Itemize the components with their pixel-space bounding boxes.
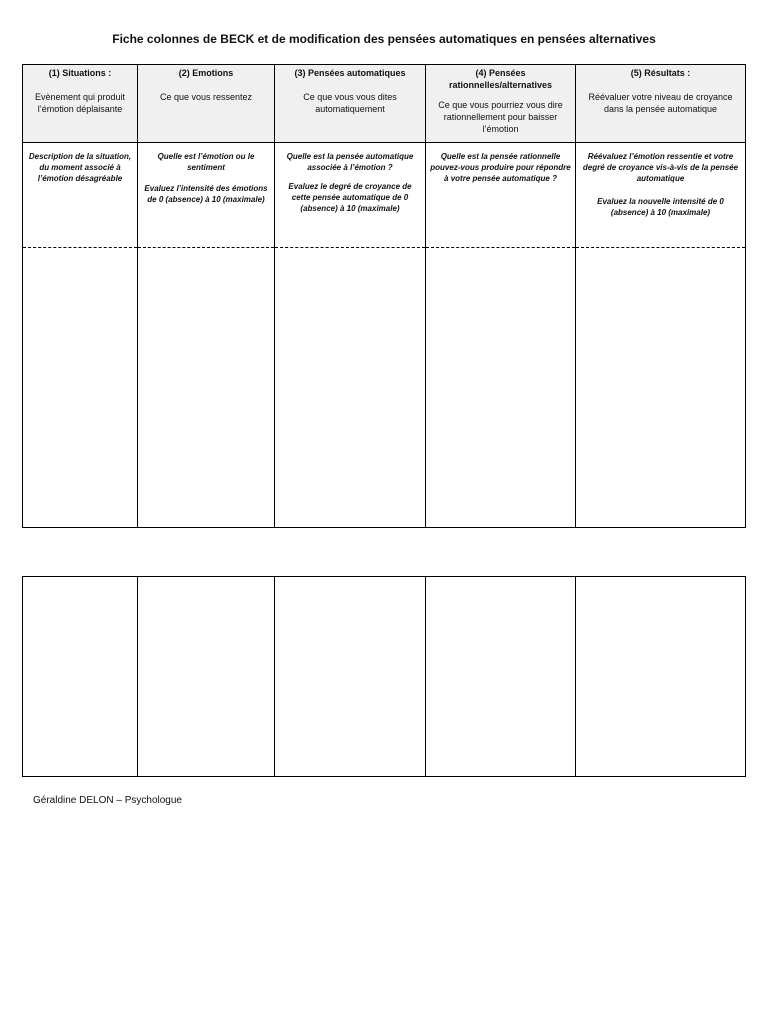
instruction-pensees-automatiques (275, 143, 426, 248)
entry-row (23, 577, 746, 777)
column-description: Ce que vous ressentez (159, 92, 253, 102)
beck-columns-table-continued (22, 576, 746, 777)
column-heading: (5) Résultats : (630, 68, 691, 78)
instruction-rating: Evaluez le degré de croyance de cette pensée automatique de 0 (absence) à 10 (maximale) (288, 182, 412, 213)
header-pensees-rationnelles (426, 65, 576, 143)
instruction-text: Réévaluez l’émotion ressentie et votre degré de croyance vis-à-vis de la pensée automatique (582, 152, 739, 183)
column-description: Ce que vous pourriez vous dire rationnellement pour baisser l’émotion (438, 100, 563, 134)
instruction-row (23, 143, 746, 248)
instruction-text: Quelle est la pensée rationnelle pouvez-vous produire pour répondre à votre pensée automatique ? (430, 152, 571, 183)
author-footer: Géraldine DELON – Psychologue (33, 795, 182, 806)
column-heading: (2) Emotions (178, 68, 234, 78)
entry-cell-pensees-rationnelles[interactable] (426, 577, 576, 777)
entry-cell-emotions[interactable] (138, 577, 275, 777)
instruction-text: Description de la situation, du moment associé à l’émotion désagréable (28, 152, 132, 183)
column-heading: (1) Situations : (48, 68, 112, 78)
beck-columns-table (22, 64, 746, 528)
instruction-text: Quelle est l’émotion ou le sentiment (157, 152, 255, 172)
entry-cell-pensees-automatiques[interactable] (275, 248, 426, 528)
entry-cell-resultats[interactable] (576, 577, 746, 777)
entry-cell-emotions[interactable] (138, 248, 275, 528)
entry-cell-situations[interactable] (23, 577, 138, 777)
header-situations (23, 65, 138, 143)
instruction-emotions (138, 143, 275, 248)
instruction-resultats (576, 143, 746, 248)
header-resultats (576, 65, 746, 143)
instruction-pensees-rationnelles (426, 143, 576, 248)
instruction-situations (23, 143, 138, 248)
entry-cell-pensees-automatiques[interactable] (275, 577, 426, 777)
instruction-rating: Evaluez l’intensité des émotions de 0 (absence) à 10 (maximale) (144, 184, 268, 204)
entry-cell-pensees-rationnelles[interactable] (426, 248, 576, 528)
document-title: Fiche colonnes de BECK et de modification des pensées automatiques en pensées alternatives (112, 32, 656, 46)
entry-row (23, 248, 746, 528)
instruction-text: Quelle est la pensée automatique associée à l’émotion ? (286, 152, 414, 172)
header-row (23, 65, 746, 143)
column-heading: (4) Pensées rationnelles/alternatives (448, 68, 553, 90)
column-description: Réévaluer votre niveau de croyance dans la pensée automatique (588, 92, 733, 114)
column-description: Evènement qui produit l’émotion déplaisante (34, 92, 126, 114)
column-description: Ce que vous vous dites automatiquement (303, 92, 397, 114)
instruction-rating: Evaluez la nouvelle intensité de 0 (absence) à 10 (maximale) (597, 197, 724, 217)
header-emotions (138, 65, 275, 143)
entry-cell-resultats[interactable] (576, 248, 746, 528)
column-heading: (3) Pensées automatiques (294, 68, 406, 78)
entry-cell-situations[interactable] (23, 248, 138, 528)
header-pensees-automatiques (275, 65, 426, 143)
